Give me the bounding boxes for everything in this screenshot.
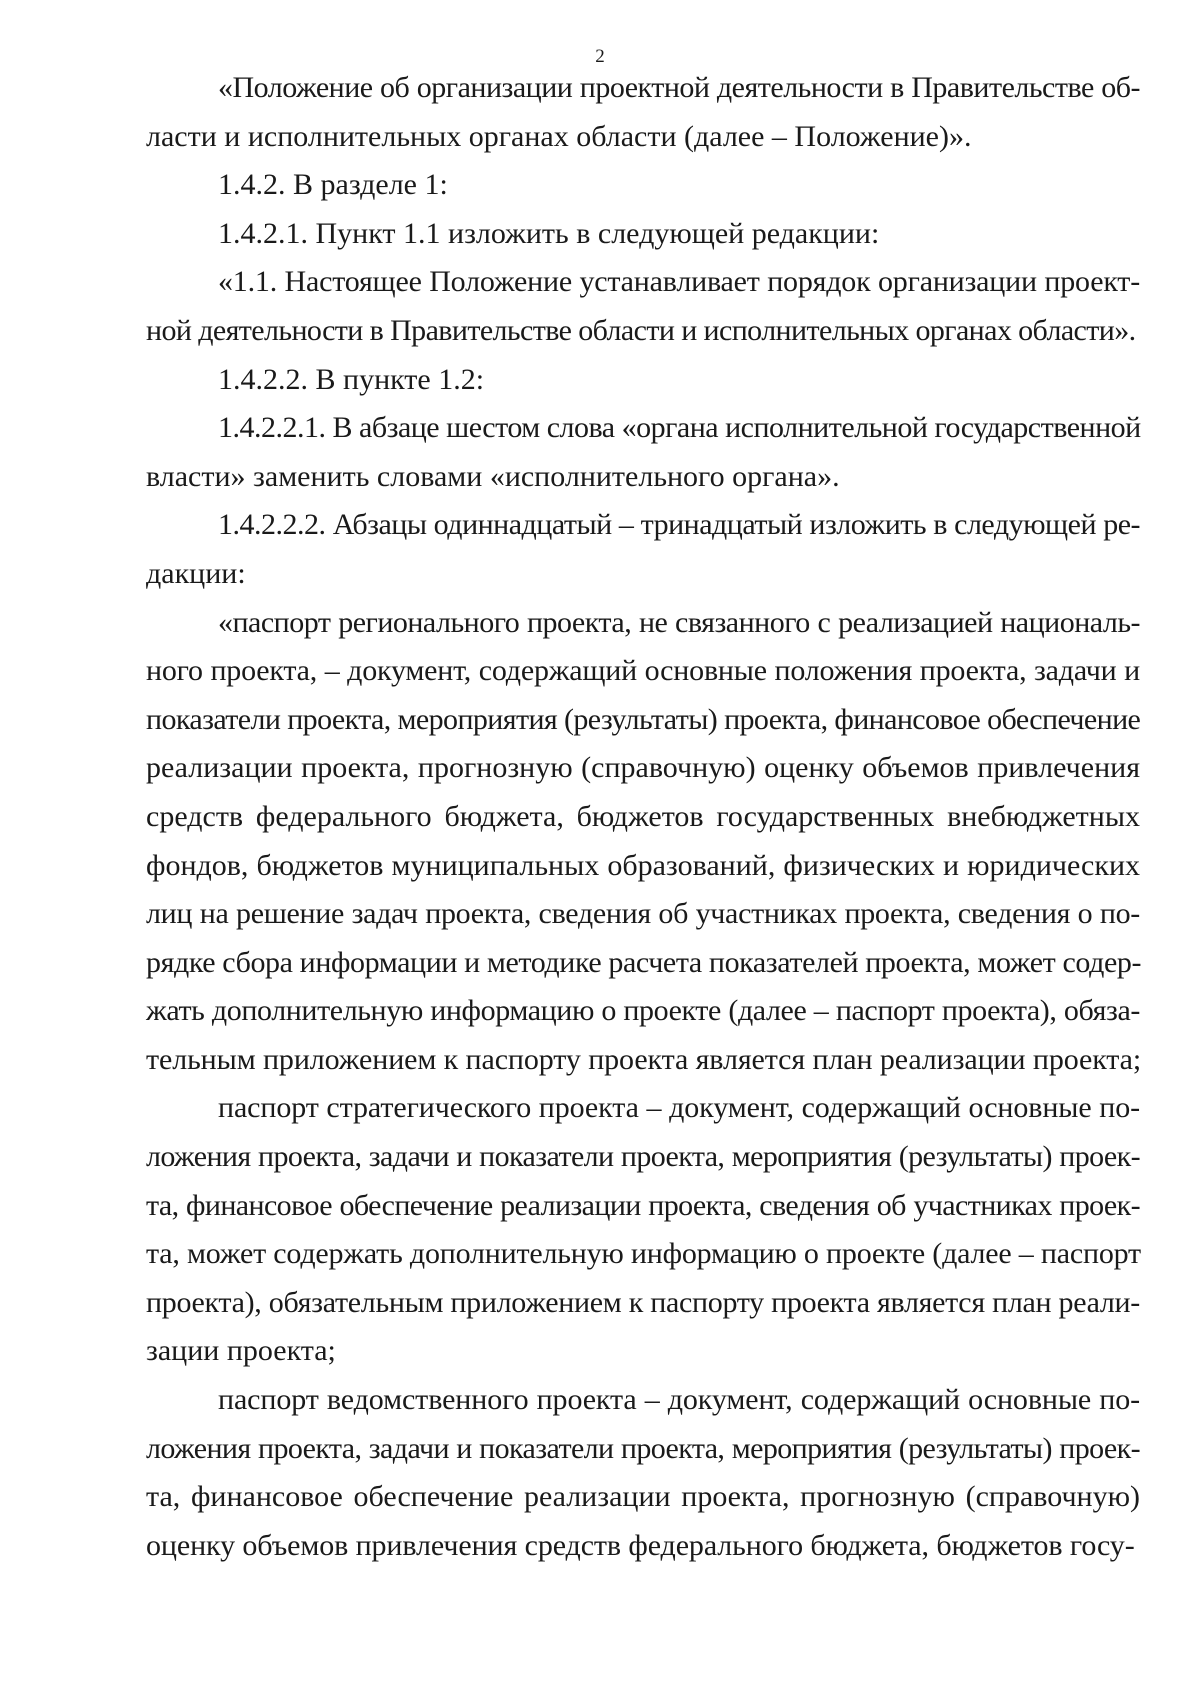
text-line: тельным приложением к паспорту проекта является план реализации проекта; [146,1042,1142,1076]
text-line: реализации проекта, прогнозную (справочную) оценку объемов привлечения [146,751,1140,785]
paragraph [146,599,1140,1085]
paragraph [146,161,1140,210]
paragraph [146,1376,1140,1570]
paragraph [146,501,1140,598]
text-line: 1.4.2.2.1. В абзаце шестом слова «органа исполнительной государственной [218,411,1141,445]
text-line: 1.4.2.1. Пункт 1.1 изложить в следующей редакции: [218,216,880,250]
text-line: проекта), обязательным приложением к паспорту проекта является план реали- [146,1285,1140,1319]
paragraph [146,258,1140,355]
text-line: дакции: [146,556,246,590]
text-line: показатели проекта, мероприятия (результаты) проекта, финансовое обеспечение [146,702,1141,736]
text-line: лиц на решение задач проекта, сведения об участниках проекта, сведения о по- [146,897,1140,931]
text-line: «паспорт регионального проекта, не связанного с реализацией националь- [218,605,1140,639]
paragraph [146,1084,1140,1376]
text-line: ложения проекта, задачи и показатели проекта, мероприятия (результаты) проек- [146,1140,1140,1174]
text-line: «1.1. Настоящее Положение устанавливает порядок организации проект- [218,265,1140,299]
text-line: та, может содержать дополнительную информацию о проекте (далее – паспорт [146,1237,1141,1271]
text-line: ного проекта, – документ, содержащий основные положения проекта, задачи и [146,654,1140,688]
paragraph [146,210,1140,259]
text-line: 1.4.2. В разделе 1: [218,168,448,202]
text-line: паспорт ведомственного проекта – документ, содержащий основные по- [218,1383,1140,1417]
text-line: ной деятельности в Правительстве области и исполнительных органах области». [146,313,1136,347]
text-line: паспорт стратегического проекта – документ, содержащий основные по- [218,1091,1140,1125]
text-line: жать дополнительную информацию о проекте (далее – паспорт проекта), обяза- [146,994,1140,1028]
text-line: ложения проекта, задачи и показатели проекта, мероприятия (результаты) проек- [146,1431,1140,1465]
paragraph [146,404,1140,501]
text-line: зации проекта; [146,1334,336,1368]
text-line: фондов, бюджетов муниципальных образований, физических и юридических [146,848,1140,882]
text-line: 1.4.2.2. В пункте 1.2: [218,362,485,396]
document-body [146,64,1140,1570]
text-line: 1.4.2.2.2. Абзацы одиннадцатый – тринадцатый изложить в следующей ре- [218,508,1140,542]
text-line: власти» заменить словами «исполнительного органа». [146,459,840,493]
paragraph [146,64,1140,161]
text-line: рядке сбора информации и методике расчета показателей проекта, может содер- [146,945,1142,979]
text-line: оценку объемов привлечения средств федерального бюджета, бюджетов госу- [146,1528,1135,1562]
text-line: ласти и исполнительных органах области (далее – Положение)». [146,119,972,153]
page-number: 2 [595,46,605,67]
text-line: та, финансовое обеспечение реализации проекта, сведения об участниках проек- [146,1188,1140,1222]
paragraph [146,356,1140,405]
text-line: «Положение об организации проектной деятельности в Правительстве об- [218,71,1140,104]
text-line: средств федерального бюджета, бюджетов государственных внебюджетных [146,799,1140,833]
text-line: та, финансовое обеспечение реализации проекта, прогнозную (справочную) [146,1480,1140,1514]
